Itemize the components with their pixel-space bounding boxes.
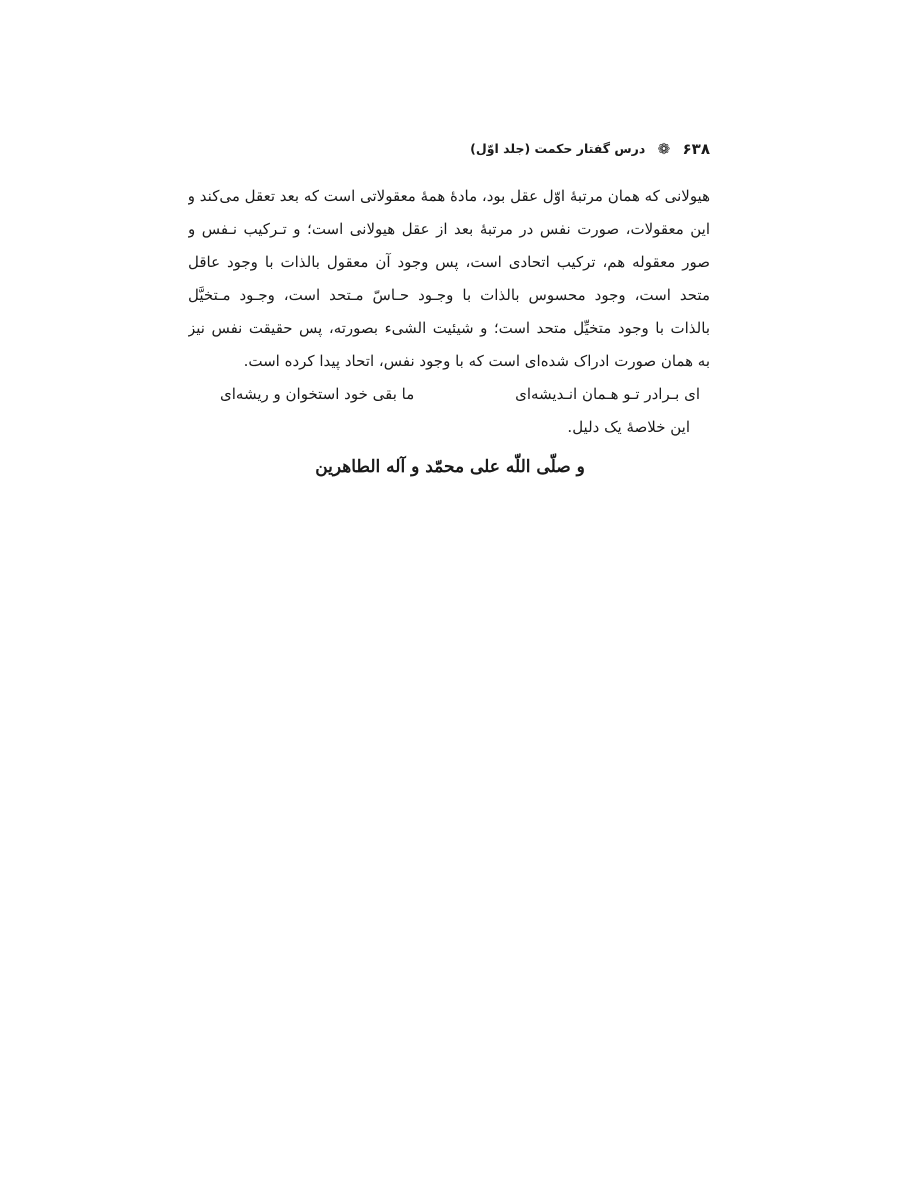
closing-salutation: و صلّی اللّه علی محمّد و آله الطاهرین [315, 457, 585, 477]
paragraph-line: متحد است، وجود محسوس بالذات با وجـود حـاسّ مـتحد است، وجـود مـتخیَّل [188, 286, 710, 304]
book-title: درس گفتار حکمت (جلد اوّل) [470, 140, 646, 156]
paragraph-line: بالذات با وجود متخیِّل متحد است؛ و شیئیت الشیء بصورته، پس حقیقت نفس نیز [188, 319, 710, 337]
paragraph-line: هیولانی که همان مرتبۀ اوّل عقل بود، مادۀ همۀ معقولاتی است که بعد تعقل می‌کند و [188, 187, 710, 205]
paragraph-line: به همان صورت ادراک شده‌ای است که با وجود نفس، اتحاد پیدا کرده است. [243, 352, 710, 370]
poem-verse [220, 381, 700, 407]
paragraph [188, 180, 710, 378]
paragraph-line: این معقولات، صورت نفس در مرتبۀ بعد از عقل هیولانی است؛ و تـرکیب نـفس و [188, 220, 710, 238]
running-head [200, 139, 710, 158]
first-hemistich: ای بـرادر تـو هـمان انـدیشه‌ای [515, 385, 700, 403]
second-hemistich: ما بقی خود استخوان و ریشه‌ای [220, 385, 415, 403]
verse-follow-up: این خلاصۀ یک دلیل. [567, 418, 690, 436]
paragraph-line: صور معقوله هم، ترکیب اتحادی است، پس وجود آن معقول بالذات با وجود عاقل [188, 253, 710, 271]
flower-ornament-icon: ❁ [657, 139, 671, 158]
page-number: ۶۳۸ [682, 139, 710, 158]
